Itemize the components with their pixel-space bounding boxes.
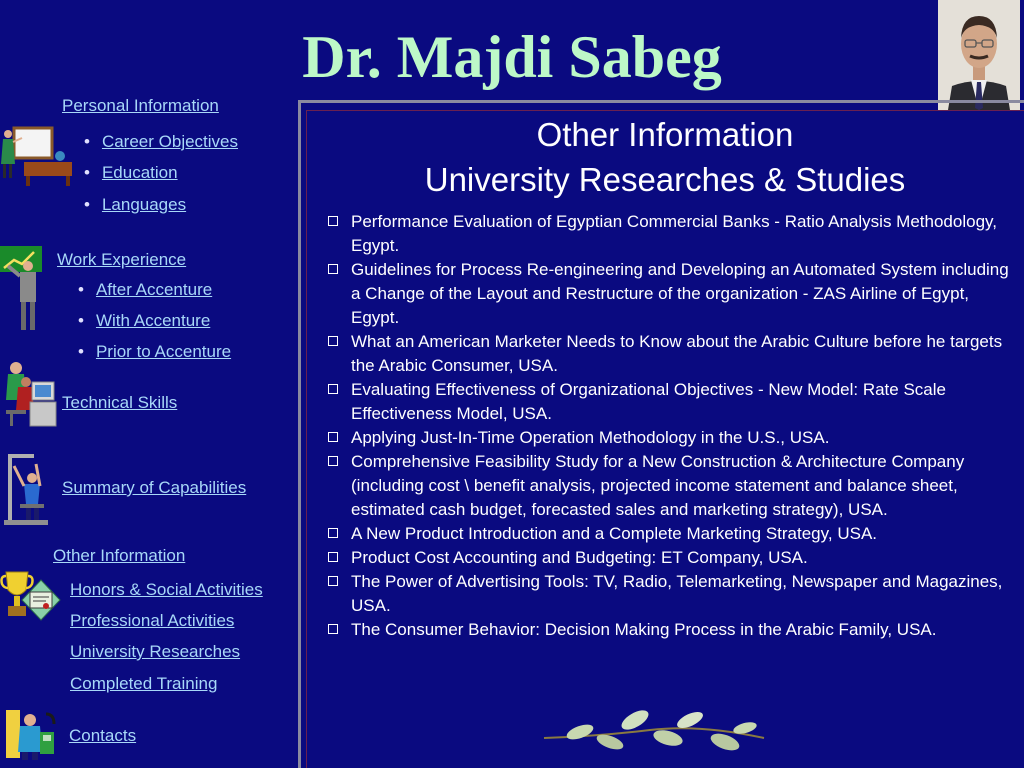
nav-completed-training[interactable]: Completed Training	[70, 674, 218, 693]
exercise-machine-icon	[2, 452, 58, 533]
telephone-person-icon	[6, 706, 58, 767]
nav-career-objectives[interactable]: • Career Objectives	[84, 132, 239, 151]
checkbox-bullet-icon	[328, 264, 338, 274]
checkbox-bullet-icon	[328, 456, 338, 466]
nav-professional-activities[interactable]: Professional Activities	[70, 611, 235, 630]
checkbox-bullet-icon	[328, 336, 338, 346]
nav-technical-skills[interactable]: Technical Skills	[62, 393, 178, 412]
nav-university-researches[interactable]: University Researches	[70, 642, 241, 661]
portrait-photo	[938, 0, 1020, 110]
checkbox-bullet-icon	[328, 624, 338, 634]
computer-users-icon	[0, 360, 58, 433]
list-item: The Consumer Behavior: Decision Making Process in the Arabic Family, USA.	[328, 618, 1016, 642]
list-item: What an American Marketer Needs to Know about the Arabic Culture before he targets the Arabic Consumer, USA.	[328, 330, 1016, 378]
nav-with-accenture[interactable]: • With Accenture	[78, 311, 211, 330]
nav-prior-to-accenture[interactable]: • Prior to Accenture	[78, 342, 232, 361]
nav-contacts[interactable]: Contacts	[69, 726, 137, 745]
page-title: Dr. Majdi Sabeg	[302, 24, 722, 90]
teacher-blackboard-icon	[0, 126, 72, 193]
list-item: Applying Just-In-Time Operation Methodology in the U.S., USA.	[328, 426, 1016, 450]
leaf-branch-icon	[540, 708, 770, 763]
checkbox-bullet-icon	[328, 384, 338, 394]
section-heading-line1: Other Information	[536, 116, 794, 153]
certificate-icon	[20, 578, 62, 635]
list-item: Comprehensive Feasibility Study for a New Construction & Architecture Company (including cost \ benefit analysis, projected income statement and balance sheet, estimated cash budget, forecasted sales and marketing strategy), USA.	[328, 450, 1016, 522]
list-item: The Power of Advertising Tools: TV, Radio, Telemarketing, Newspaper and Magazines, USA.	[328, 570, 1016, 618]
nav-other-information[interactable]: Other Information	[53, 546, 186, 565]
checkbox-bullet-icon	[328, 552, 338, 562]
checkbox-bullet-icon	[328, 216, 338, 226]
list-item: Evaluating Effectiveness of Organizational Objectives - New Model: Rate Scale Effectiveness Model, USA.	[328, 378, 1016, 426]
list-item: Product Cost Accounting and Budgeting: ET Company, USA.	[328, 546, 1016, 570]
nav-personal-information[interactable]: Personal Information	[62, 96, 219, 115]
list-item: Guidelines for Process Re-engineering and Developing an Automated System including a Change of the Layout and Restructure of the organization - ZAS Airline of Egypt, Egypt.	[328, 258, 1016, 330]
nav-languages[interactable]: • Languages	[84, 195, 187, 214]
nav-summary-of-capabilities[interactable]: Summary of Capabilities	[62, 478, 247, 497]
checkbox-bullet-icon	[328, 576, 338, 586]
nav-after-accenture[interactable]: • After Accenture	[78, 280, 213, 299]
section-heading-line2: University Researches & Studies	[424, 161, 906, 198]
section-heading	[306, 112, 1024, 202]
nav-work-experience[interactable]: Work Experience	[57, 250, 187, 269]
presenter-chart-icon	[0, 246, 48, 339]
checkbox-bullet-icon	[328, 528, 338, 538]
list-item: A New Product Introduction and a Complete Marketing Strategy, USA.	[328, 522, 1016, 546]
nav-education[interactable]: • Education	[84, 163, 178, 182]
nav-honors-social-activities[interactable]: Honors & Social Activities	[70, 580, 263, 599]
checkbox-bullet-icon	[328, 432, 338, 442]
list-item: Performance Evaluation of Egyptian Commercial Banks - Ratio Analysis Methodology, Egypt.	[328, 210, 1016, 258]
research-list	[328, 210, 1016, 642]
